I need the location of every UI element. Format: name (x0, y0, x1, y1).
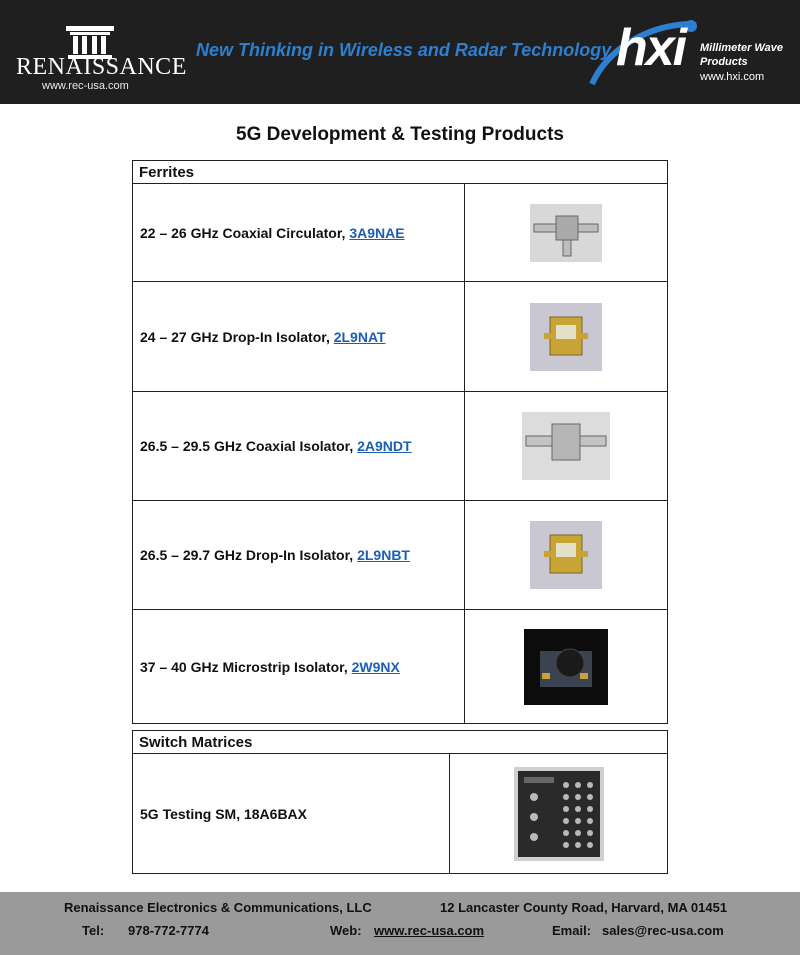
product-image-cell (465, 610, 668, 724)
ferrites-heading: Ferrites (133, 161, 668, 184)
part-link-2A9NDT[interactable]: 2A9NDT (357, 438, 412, 454)
footer-email: sales@rec-usa.com (602, 923, 724, 938)
page-title: 5G Development & Testing Products (236, 124, 564, 145)
footer-address: 12 Lancaster County Road, Harvard, MA 01451 (440, 900, 728, 915)
footer-web-link[interactable]: www.rec-usa.com (374, 923, 485, 938)
product-description (133, 184, 465, 282)
switch-matrix-panel-image (514, 767, 604, 861)
tagline: New Thinking in Wireless and Radar Technology (196, 40, 612, 60)
product-description (133, 610, 465, 724)
footer-web-label: Web: (330, 923, 362, 938)
product-image-cell (465, 282, 668, 392)
renaissance-url: www.rec-usa.com (42, 80, 129, 92)
switch-matrices-table (132, 730, 668, 874)
ferrites-table (132, 160, 668, 724)
hxi-subtitle-2: Products (700, 56, 748, 68)
renaissance-wordmark: RENAISSANCE (16, 54, 187, 80)
renaissance-logo[interactable] (10, 22, 187, 94)
product-text: 22 – 26 GHz Coaxial Circulator, (140, 224, 350, 241)
product-image-cell (450, 754, 668, 874)
hxi-url: www.hxi.com (700, 71, 765, 83)
part-link-3A9NAE[interactable]: 3A9NAE (349, 224, 405, 241)
part-link-2W9NX[interactable]: 2W9NX (351, 658, 400, 675)
product-image-cell (465, 501, 668, 610)
drop-in-isolator-image (530, 521, 602, 589)
footer-tel-label: Tel: (82, 923, 105, 938)
footer-tel: 978-772-7774 (128, 923, 209, 938)
product-description (133, 392, 465, 501)
table-row (133, 754, 668, 874)
switch-matrices-heading: Switch Matrices (133, 731, 668, 754)
drop-in-isolator-image (530, 303, 602, 371)
part-link-2L9NAT[interactable]: 2L9NAT (333, 328, 386, 345)
table-row (133, 184, 668, 282)
footer-company: Renaissance Electronics & Communications, LLC (64, 900, 372, 915)
product-text: 26.5 – 29.7 GHz Drop-In Isolator, (140, 547, 358, 563)
coaxial-circulator-image (530, 204, 602, 262)
product-text: 24 – 27 GHz Drop-In Isolator, (140, 328, 334, 345)
table-row (133, 610, 668, 724)
microstrip-isolator-image (524, 629, 608, 705)
table-row (133, 392, 668, 501)
product-description (133, 282, 465, 392)
product-image-cell (465, 392, 668, 501)
part-link-2L9NBT[interactable]: 2L9NBT (357, 547, 410, 563)
table-row (133, 282, 668, 392)
footer (0, 892, 800, 955)
header-banner (0, 0, 800, 104)
product-text: 26.5 – 29.5 GHz Coaxial Isolator, (140, 438, 358, 454)
hxi-logo[interactable]: hxi (616, 19, 686, 77)
hxi-subtitle-1: Millimeter Wave (700, 42, 783, 54)
footer-email-label: Email: (552, 923, 592, 938)
table-row (133, 501, 668, 610)
product-description: 5G Testing SM, 18A6BAX (133, 754, 450, 874)
product-description (133, 501, 465, 610)
product-text: 37 – 40 GHz Microstrip Isolator, (140, 658, 352, 675)
product-image-cell (465, 184, 668, 282)
coaxial-isolator-image (522, 412, 610, 480)
